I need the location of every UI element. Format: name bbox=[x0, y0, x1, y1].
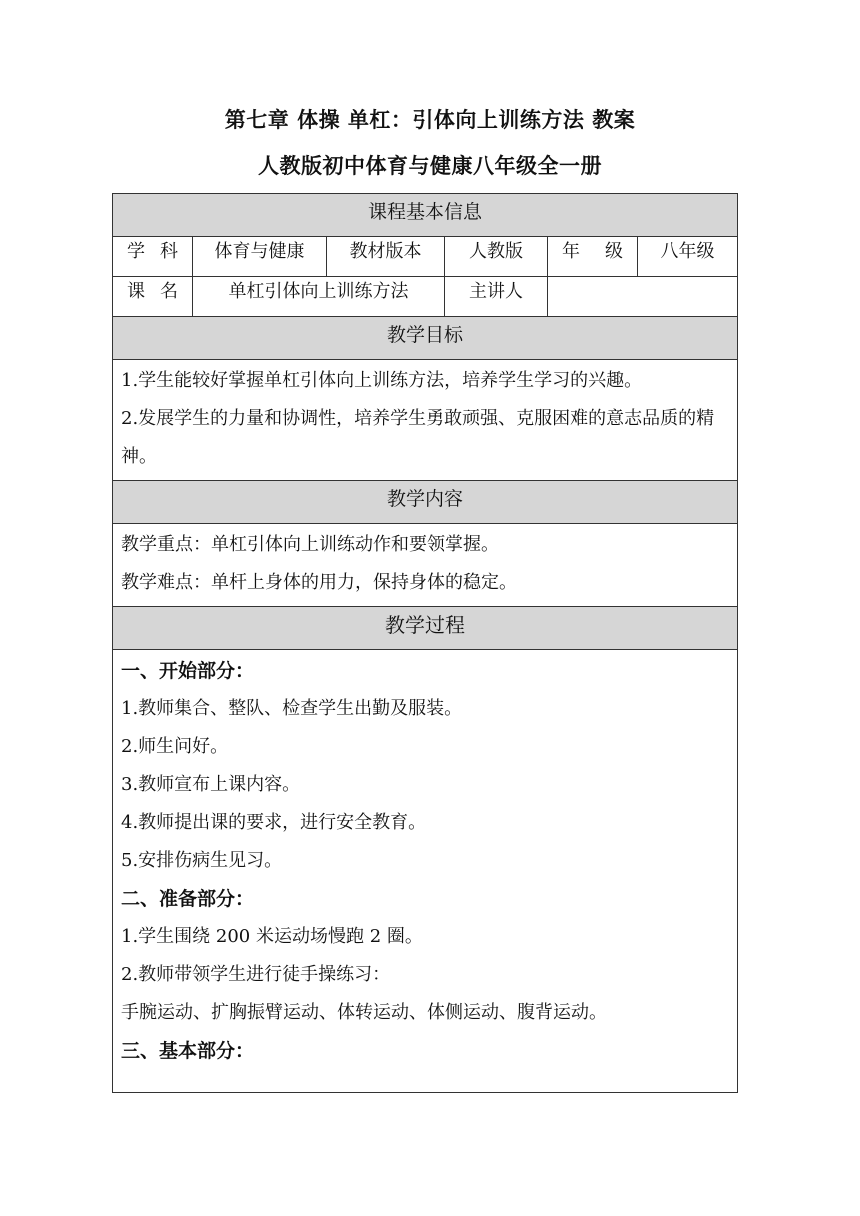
goal-item-1: 1.学生能较好掌握单杠引体向上训练方法，培养学生学习的兴趣。 bbox=[121, 370, 643, 391]
section-2-title: 二、准备部分： bbox=[121, 888, 255, 910]
grade-label: 年 级 bbox=[548, 237, 638, 277]
edition-value: 人教版 bbox=[445, 237, 548, 277]
goal-item-2: 2.发展学生的力量和协调性，培养学生勇敢顽强、克服困难的意志品质的精神。 bbox=[121, 408, 715, 467]
section-2-item: 1.学生围绕 200 米运动场慢跑 2 圈。 bbox=[121, 926, 423, 947]
lesson-value: 单杠引体向上训练方法 bbox=[193, 277, 445, 317]
section-1-item: 2.师生问好。 bbox=[121, 736, 229, 757]
content-header: 教学内容 bbox=[113, 481, 738, 524]
lesson-plan-table bbox=[112, 193, 738, 1093]
grade-value: 八年级 bbox=[638, 237, 738, 277]
content-difficulty: 教学难点：单杆上身体的用力，保持身体的稳定。 bbox=[121, 572, 517, 593]
section-1-title: 一、开始部分： bbox=[121, 660, 255, 682]
section-1-item: 4.教师提出课的要求，进行安全教育。 bbox=[121, 812, 427, 833]
lecturer-label: 主讲人 bbox=[445, 277, 548, 317]
goals-body bbox=[113, 360, 738, 481]
content-body bbox=[113, 524, 738, 607]
section-3-title: 三、基本部分： bbox=[121, 1040, 255, 1062]
process-header: 教学过程 bbox=[113, 607, 738, 650]
basic-info-header: 课程基本信息 bbox=[113, 194, 738, 237]
section-2-item: 2.教师带领学生进行徒手操练习： bbox=[121, 964, 391, 985]
section-1-item: 1.教师集合、整队、检查学生出勤及服装。 bbox=[121, 698, 463, 719]
process-body bbox=[113, 650, 738, 1093]
edition-label: 教材版本 bbox=[327, 237, 445, 277]
document-title: 第七章 体操 单杠：引体向上训练方法 教案 bbox=[224, 108, 636, 132]
content-key-point: 教学重点：单杠引体向上训练动作和要领掌握。 bbox=[121, 534, 499, 555]
section-1-item: 3.教师宣布上课内容。 bbox=[121, 774, 301, 795]
section-2-item: 手腕运动、扩胸振臂运动、体转运动、体侧运动、腹背运动。 bbox=[121, 1002, 607, 1023]
subject-label: 学 科 bbox=[113, 237, 193, 277]
goals-header: 教学目标 bbox=[113, 317, 738, 360]
lecturer-value bbox=[548, 277, 738, 317]
lesson-label: 课 名 bbox=[113, 277, 193, 317]
document-subtitle: 人教版初中体育与健康八年级全一册 bbox=[258, 154, 602, 178]
section-1-item: 5.安排伤病生见习。 bbox=[121, 850, 283, 871]
subject-value: 体育与健康 bbox=[193, 237, 327, 277]
